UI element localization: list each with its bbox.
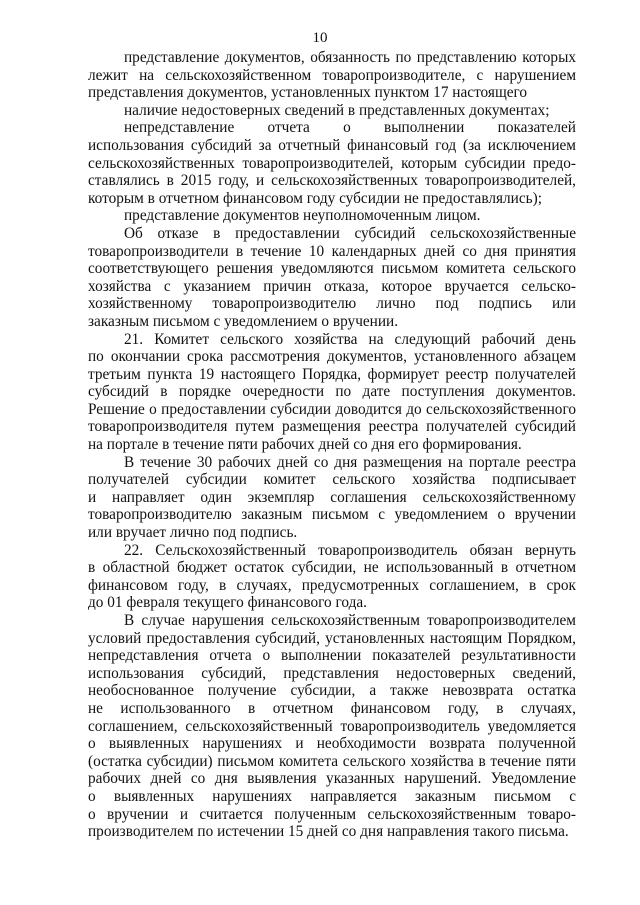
text-line: субсидий в порядке очередности по дате поступления документов.: [88, 383, 576, 401]
text-line: необоснованное получение субсидии, а также невозврата остатка: [88, 682, 576, 700]
text-line: лежит на сельскохозяйственном товаропроизводителе, с нарушением: [88, 66, 576, 84]
text-line: производителем по истечении 15 дней со дня направления такого письма.: [88, 823, 569, 841]
text-line: или вручает лично под подпись.: [88, 524, 298, 542]
text-line: соглашением, сельскохозяйственный товаропроизводитель уведомляется: [88, 717, 576, 735]
text-line: о выявленных нарушениях направляется заказным письмом с: [88, 787, 576, 805]
text-line: рабочих дней со дня выявления указанных нарушений. Уведомление: [88, 770, 576, 788]
text-line: товаропроизводителю заказным письмом с уведомлением о вручении: [88, 506, 576, 524]
text-line: В случае нарушения сельскохозяйственным товаропроизводителем: [124, 612, 576, 629]
text-line: 21. Комитет сельского хозяйства на следующий рабочий день: [124, 330, 576, 348]
text-line: В течение 30 рабочих дней со дня размещения на портале реестра: [124, 453, 576, 471]
text-line: наличие недостоверных сведений в представленных документах;: [124, 101, 550, 119]
text-line: Об отказе в предоставлении субсидий сельскохозяйственные: [124, 224, 576, 242]
text-line: представление документов, обязанность по представлению которых: [124, 49, 576, 66]
text-line: до 01 февраля текущего финансового года.: [88, 594, 367, 612]
text-line: о вручении и считается полученным сельскохозяйственным товаро-: [88, 805, 576, 823]
text-line: представления документов, установленных пунктом 17 настоящего: [88, 84, 528, 102]
page-number: 10: [312, 30, 328, 46]
text-line: хозяйства с указанием причин отказа, которое вручается сельско-: [88, 277, 576, 295]
text-line: третьим пункта 19 настоящего Порядка, формирует реестр получателей: [88, 365, 576, 383]
text-line: в областной бюджет остаток субсидии, не использованный в отчетном: [88, 559, 576, 577]
text-line: непредставление отчета о выполнении показателей: [124, 119, 576, 137]
text-line: товаропроизводители в течение 10 календарных дней со дня принятия: [88, 242, 576, 260]
text-line: непредставления отчета о выполнении показателей результативности: [88, 647, 576, 665]
text-line: 22. Сельскохозяйственный товаропроизводитель обязан вернуть: [124, 541, 576, 559]
text-line: хозяйственному товаропроизводителю лично под подпись или: [88, 295, 576, 313]
text-line: сельскохозяйственных товаропроизводителей, которым субсидии предо-: [88, 154, 576, 172]
text-line: Решение о предоставлении субсидии доводится до сельскохозяйственного: [88, 400, 576, 418]
text-line: ставлялись в 2015 году, и сельскохозяйственных товаропроизводителей,: [88, 172, 576, 190]
text-line: о выявленных нарушениях и необходимости возврата полученной: [88, 735, 576, 753]
text-line: использования субсидий, представления недостоверных сведений,: [88, 664, 576, 682]
text-line: использования субсидий за отчетный финансовый год (за исключением: [88, 136, 576, 154]
text-line: по окончании срока рассмотрения документов, установленного абзацем: [88, 348, 576, 366]
document-body: [88, 49, 576, 841]
text-line: условий предоставления субсидий, установленных настоящим Порядком,: [88, 629, 576, 647]
text-line: товаропроизводителя путем размещения реестра получателей субсидий: [88, 418, 576, 436]
text-line: финансовом году, в случаях, предусмотренных соглашением, в срок: [88, 576, 576, 594]
text-line: получателей субсидии комитет сельского хозяйства подписывает: [88, 471, 576, 489]
text-line: не использованного в отчетном финансовом году, в случаях,: [88, 699, 576, 717]
text-line: и направляет один экземпляр соглашения сельскохозяйственному: [88, 488, 576, 506]
text-line: которым в отчетном финансовом году субсидии не предоставлялись);: [88, 189, 542, 207]
text-line: представление документов неуполномоченным лицом.: [124, 207, 481, 225]
text-line: соответствующего решения уведомляются письмом комитета сельского: [88, 260, 576, 278]
text-line: (остатка субсидии) письмом комитета сельского хозяйства в течение пяти: [88, 752, 576, 770]
text-line: на портале в течение пяти рабочих дней со дня его формирования.: [88, 436, 522, 454]
text-line: заказным письмом с уведомлением о вручении.: [88, 312, 399, 330]
